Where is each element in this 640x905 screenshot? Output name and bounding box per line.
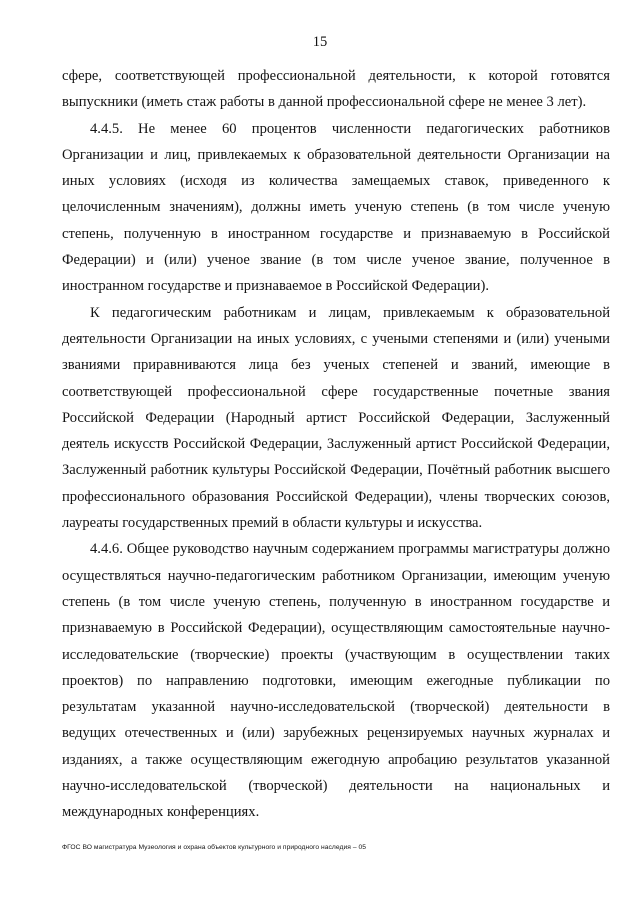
page-number: 15 [312,34,328,50]
paragraph-4-4-5: 4.4.5. Не менее 60 процентов численности педагогических работников Организации и лиц, привлекаемых к образовательной деятельности Организации на иных условиях (исходя из количества замещаемых ставок, приведенного к целочисленным значениям), должны иметь ученую степень (в том числе ученую степень, полученную в иностранном государстве и признаваемую в Российской Федерации) и (или) ученое звание (в том числе ученое звание, полученное в иностранном государстве и признаваемое в Российской Федерации). [62,120,610,295]
paragraph-equivalence: К педагогическим работникам и лицам, привлекаемым к образовательной деятельности Организации на иных условиях, с учеными степенями и (или) учеными званиями приравниваются лица без ученых степеней и званий, имеющие в соответствующей профессиональной сфере государственные почетные звания Российской Федерации (Народный артист Российской Федерации, Заслуженный деятель искусств Российской Федерации, Заслуженный артист Российской Федерации, Заслуженный работник культуры Российской Федерации, Почётный работник высшего профессионального образования Российской Федерации), члены творческих союзов, лауреаты государственных премий в области культуры и искусства. [62,304,610,532]
paragraph-continuation: сфере, соответствующей профессиональной деятельности, к которой готовятся выпускники (иметь стаж работы в данной профессиональной сфере не менее 3 лет). [62,68,610,111]
paragraph-4-4-6: 4.4.6. Общее руководство научным содержанием программы магистратуры должно осуществляться научно-педагогическим работником Организации, имеющим ученую степень (в том числе ученую степень, полученную в иностранном государстве и признаваемую в Российской Федерации), осуществляющим самостоятельные научно-исследовательские (творческие) проекты (участвующим в осуществлении таких проектов) по направлению подготовки, имеющим ежегодные публикации по результатам указанной научно-исследовательской (творческой) деятельности в ведущих отечественных и (или) зарубежных рецензируемых научных журналах и изданиях, а также осуществляющим ежегодную апробацию результатов указанной научно-исследовательской (творческой) деятельности на национальных и международных конференциях. [62,541,610,821]
body-text [62,63,610,826]
page-footer: ФГОС ВО магистратура Музеология и охрана объектов культурного и природного наследия – 05 [62,844,367,851]
